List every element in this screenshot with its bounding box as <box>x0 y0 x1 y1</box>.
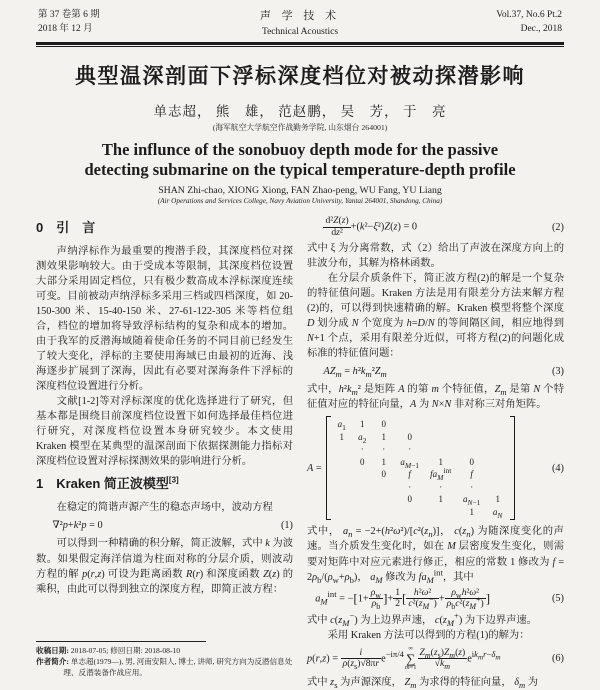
journal-header <box>0 0 600 39</box>
paper-title-en-line2: detecting submarine on the typical temperature-depth profile <box>84 160 516 180</box>
equation-5-body: $a_M^{int} = -[1+$ $\frac{\rho_w}{\rho_b}$ ]+ $\frac{1}{2}$ [ $\frac{\text{h²ω²}}{c^2(z_M^-)}$ + $\rho_wh^2\omega^2$ $\rho_bc^2(z_M^+)$ ] <box>315 586 491 612</box>
section-0-heading: 0 引 言 <box>36 220 96 235</box>
matrix-cell <box>395 506 425 519</box>
matrix-cell <box>395 418 425 431</box>
equation-1-number: (1) <box>280 520 293 532</box>
matrix-cell <box>487 456 509 469</box>
matrix-cell: 1 <box>469 506 474 517</box>
equation-4 <box>307 416 564 520</box>
paper-title-en-line1: The influnce of the sonobuoy depth mode for the passive <box>101 139 499 159</box>
matrix-cell: · <box>408 444 412 455</box>
matrix-cell <box>332 443 352 456</box>
matrix-cell <box>332 481 352 494</box>
matrix-cell: 1 <box>438 456 443 467</box>
equation-3-number: (3) <box>551 366 564 378</box>
journal-name-cn: 声 学 技 术 <box>259 10 341 22</box>
header-rule <box>36 42 564 47</box>
affiliation-en: (Air Operations and Services College, Navy Aviation University, Yantai 264001, Shandong, China) <box>157 197 443 205</box>
matrix-cell: 0 <box>359 456 365 467</box>
matrix-cell: 0 <box>381 419 386 430</box>
left-column <box>36 213 293 678</box>
matrix-cell: $a_{N-1}$ <box>462 494 481 508</box>
authors-en: SHAN Zhi-chao, XIONG Xiong, FAN Zhao-peng, WU Fang, YU Liang <box>158 185 442 196</box>
equation-1-body: ∇²p+k²p = 0 <box>52 520 103 532</box>
matrix-cell <box>425 418 457 431</box>
matrix-cell: $a_2$ <box>358 431 367 445</box>
equation-2 <box>307 216 564 238</box>
footnote <box>36 637 293 678</box>
matrix-cell: 0 <box>407 494 412 505</box>
matrix-cell: · <box>360 444 364 455</box>
matrix-cell <box>425 443 457 456</box>
matrix-cell: 1 <box>381 456 386 467</box>
right-paragraph-3: 式中，$h^2k_m^2$ 是矩阵 A 的第 m 个特征值，$Z_m$ 是第 N 个特征值对应的特征向量，A 为 N×N 非对称三对角矩阵。 <box>307 384 565 411</box>
journal-name-en: Technical Acoustics <box>261 26 339 37</box>
equation-4-lhs: A = <box>307 462 322 474</box>
journal-date-cn: 2018 年 12 月 <box>38 24 93 35</box>
matrix-cell <box>332 506 352 519</box>
bio-text: 单志超(1979—), 男, 河南安阳人, 博士, 讲师, 研究方向为反潜信息处理、反潜装备作战应用。 <box>63 657 293 677</box>
matrix-cell: 1 <box>381 431 386 442</box>
two-column-body <box>0 205 600 690</box>
section-1-heading-text: 1 Kraken 简正波模型 <box>36 476 169 492</box>
paper-title-en <box>0 140 600 181</box>
equation-4-number: (4) <box>551 462 564 474</box>
matrix-cell: $a_N$ <box>492 506 503 520</box>
matrix-cell: 1 <box>359 419 365 430</box>
received-dates: 2018-07-05; 修回日期: 2018-08-10 <box>68 646 181 655</box>
matrix-cell <box>352 493 373 506</box>
matrix-grid <box>331 416 510 520</box>
equation-3-body: $AZ_m = h^2k_m^2Z_m$ <box>323 366 387 380</box>
footnote-rule <box>36 641 206 642</box>
footnote-dates <box>36 645 293 656</box>
journal-vol-en: Vol.37, No.6 Pt.2 <box>496 10 562 20</box>
matrix-cell <box>373 506 395 519</box>
matrix-cell <box>332 456 352 469</box>
matrix-cell: $a_1$ <box>337 419 346 433</box>
paper-title-cn: 典型温深剖面下浮标深度档位对被动探潜影响 <box>75 64 525 88</box>
matrix-cell <box>487 443 509 456</box>
journal-issue-block <box>38 8 188 37</box>
right-paragraph-5: 式中 $c(z_M^-)$ 为上边界声速， $c(z_M^+)$ 为下边界声速。 <box>307 610 537 628</box>
journal-vol-block <box>412 8 562 37</box>
intro-paragraph-1: 声纳浮标作为最重要的搜潜手段，其深度档位对探测效果影响较大。由于受成本等限制，其深度档位设置大部分采用固定档位，只有极少数高成本浮标深度连续可变。目前被动声纳浮标多采用三档或四档深度，如 20-150-300 米、15-40-150 米、27-61-122-305 米等档位组合，档位的增加将导致浮标结构的复杂和成本的增加。由于我军的反潜海域随着使命任务的不同目前已经发生了较大变化，浮标的主要使用海域已由最初的近海、浅海逐步扩展到了深海，因此有必要对深海条件下浮标的深度档位设置进行分析。 <box>36 245 293 393</box>
matrix-cell <box>373 481 395 494</box>
matrix-cell: · <box>408 481 412 492</box>
equation-6 <box>307 646 564 672</box>
equation-3 <box>307 364 564 379</box>
section-1-intro: 在稳定的简谐声源产生的稳态声场中，波动方程 <box>56 502 273 514</box>
journal-date-en: Dec., 2018 <box>520 24 562 35</box>
right-paragraph-7: 式中 $z_s$ 为声源深度， $Z_m$ 为求得的特征向量， $\delta_m$ 为 <box>307 676 539 690</box>
matrix-cell <box>332 468 352 481</box>
matrix-cell: 1 <box>438 494 443 505</box>
matrix-cell: f <box>408 469 411 480</box>
matrix-cell <box>352 468 373 481</box>
section-1-citation: [3] <box>168 476 179 486</box>
matrix-cell <box>457 431 487 444</box>
matrix-cell: 0 <box>469 456 474 467</box>
section-1-after-eq1: 可以得到一种精确的积分解，简正波解，式中 k 为波数。如果假定海洋信道为柱面对称的分层介质，则波动方程的解 p(r,z) 可设为距离函数 R(r) 和深度函数 Z(z) 的乘积，由此可以得到独立的深度方程，即简正波方程： <box>36 538 294 595</box>
matrix-cell: · <box>382 444 386 455</box>
received-label: 收稿日期: <box>36 646 69 655</box>
matrix-cell <box>487 481 509 494</box>
right-paragraph-1: 式中 ξ 为分离常数，式（2）给出了声波在深度方向上的驻波分布，其解为格林函数。 <box>307 243 564 270</box>
matrix-cell: $fa_M^{int}$ <box>430 466 452 483</box>
right-column <box>307 213 565 690</box>
matrix-cell <box>487 431 509 444</box>
equation-6-body: p(r,z) = $\frac{i}{\rho(z_s)√8\pi r}$ $e^{-i\pi/4}$ ∞ ∑ m=1 $\frac{Z_m(z_s)Z_m(z)}{√k_m}$ $e^{ik_mr-\delta_m}$ <box>307 644 501 672</box>
equation-5-number: (5) <box>551 593 564 605</box>
authors-cn: 单志超， 熊 雄， 范赵鹏， 吴 芳， 于 亮 <box>153 103 447 119</box>
matrix-cell: 1 <box>495 494 500 505</box>
matrix-cell: f <box>470 469 473 480</box>
matrix-cell <box>487 418 509 431</box>
footnote-bio <box>36 656 293 678</box>
matrix-cell <box>487 468 509 481</box>
matrix-cell <box>457 418 487 431</box>
matrix-cell <box>373 493 395 506</box>
right-paragraph-6: 采用 Kraken 方法可以得到的方程(1)的解为： <box>327 629 530 641</box>
matrix-cell: · <box>470 481 474 492</box>
matrix-cell: 0 <box>381 469 386 480</box>
equation-5 <box>307 588 564 610</box>
journal-issue-cn: 第 37 卷第 6 期 <box>38 10 100 20</box>
equation-2-number: (2) <box>551 221 564 233</box>
matrix-cell <box>457 443 487 456</box>
matrix-cell: 1 <box>339 431 344 442</box>
matrix-cell <box>352 481 373 494</box>
matrix-bracket-right <box>510 416 515 520</box>
equation-1 <box>36 518 293 533</box>
right-paragraph-4: 式中， $a_n = -2+(h^2\omega^2)/[c^2(z_n)]$， $c(z_n)$ 为随深度变化的声速。当介质发生变化时，如在 M 层密度发生变化，则需要对矩阵中对应元素进行修正，相应的常数 1 修改为 $f = 2\rho_b/(\rho_w+\rho_b)$， $a_M$ 修改为 $fa_M^{int}$，其中 <box>307 526 565 585</box>
intro-paragraph-2: 文献[1-2]等对浮标深度的优化选择进行了研究，但基本都是围绕目前深度档位设置下如何选择最佳档位进行研究，对深度档位设置本身研究较少。本文使用 Kraken 模型在某典型的温深剖面下依据探测能力指标对深度档位设置对浮标探测效果的影响进行分析。 <box>36 396 293 468</box>
equation-6-number: (6) <box>551 653 564 665</box>
right-paragraph-2: 在分层介质条件下，简正波方程(2)的解是一个复杂的特征值问题。Kraken 方法是用有限差分方法来解方程(2)的，可以得到快速精确的解。Kraken 模型将整个深度 D 划分成 N 个宽度为 h=D/N 的等间隔区间，相应地得到 N+1 个点，采用有限差分近似，可将方程(2)的问题化成标准的特征值问题： <box>307 273 564 360</box>
matrix <box>326 416 515 520</box>
matrix-cell <box>332 493 352 506</box>
matrix-cell <box>425 506 457 519</box>
matrix-cell <box>425 431 457 444</box>
matrix-cell <box>352 506 373 519</box>
matrix-cell: $a_{M-1}$ <box>400 456 420 470</box>
matrix-cell: 0 <box>407 431 412 442</box>
equation-2-body: $\frac{\text{d²Z(z)}}{\text{dz²}}$ +(k²−ξ²)Z(z) = 0 <box>325 215 418 238</box>
matrix-cell: · <box>439 481 443 492</box>
section-1-heading <box>36 475 293 494</box>
journal-name-block <box>260 8 340 39</box>
bio-label: 作者简介: <box>36 657 69 666</box>
affiliation-cn: (海军航空大学航空作战勤务学院, 山东烟台 264001) <box>212 122 388 132</box>
